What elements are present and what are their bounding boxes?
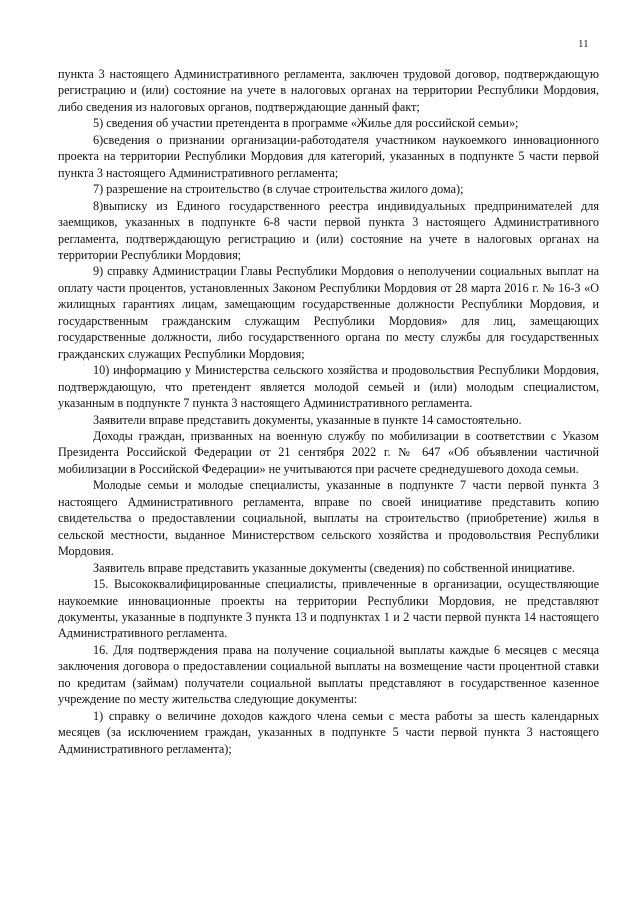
paragraph-item-6: 6)сведения о признании организации-работодателя участником наукоемкого инновационного проекта на территории Республики Мордовия для категорий, указанных в подпункте 5 части первой пункта 3 настоящего Административного регламента; [58,132,599,180]
document-body [58,66,599,757]
paragraph-item-9: 9) справку Администрации Главы Республики Мордовия о неполучении социальных выплат на оплату части процентов, установленных Законом Республики Мордовия от 28 марта 2016 г. № 16-З «О жилищных гарантиях лицам, замещающим государственные должности Республики Мордовия, и государственным гражданским служащим Республики Мордовия» для лиц, замещающих государственные должности, либо государственного органа по месту службы для государственных гражданских служащих Республики Мордовия; [58,264,599,361]
page-number: 11 [578,38,589,50]
paragraph-item-5: 5) сведения об участии претендента в программе «Жилье для российской семьи»; [93,116,519,131]
paragraph-item-8: 8)выписку из Единого государственного реестра индивидуальных предпринимателей для заемщиков, указанных в подпункте 6-8 части первой пункта 3 настоящего Административного регламента, подтверждающую регистрацию и (или) состояние на учете в налоговых органах на территории Республики Мордовия; [58,198,599,262]
paragraph-item-7: 7) разрешение на строительство (в случае строительства жилого дома); [93,182,464,197]
paragraph-young-families: Молодые семьи и молодые специалисты, указанные в подпункте 7 части первой пункта 3 настоящего Административного регламента, вправе по своей инициативе представить копию свидетельства о предоставлении социальной, выплаты на строительство (приобретение) жилья в сельской местности, выданное Министерством сельского хозяйства и продовольствия Республики Мордовия. [58,478,599,559]
paragraph-continuation: пункта 3 настоящего Административного регламента, заключен трудовой договор, подтверждающую регистрацию и (или) состояние на учете в налоговых органах на территории Республики Мордовия, либо сведения из налоговых органов, подтверждающие данный факт; [58,67,599,114]
paragraph-section-16: 16. Для подтверждения права на получение социальной выплаты каждые 6 месяцев с месяца заключения договора о предоставлении социальной выплаты на возмещение части процентной ставки по кредитам (займам) получатели социальной выплаты представляют в государственное казенное учреждение по месту жительства следующие документы: [58,642,599,707]
paragraph-section-16-item-1: 1) справку о величине доходов каждого члена семьи с места работы за шесть календарных месяцев (за исключением граждан, указанных в подпункте 5 части первой пункта 3 настоящего Административного регламента); [58,708,599,756]
paragraph-mobilization-income: Доходы граждан, призванных на военную службу по мобилизации в соответствии с Указом Президента Российской Федерации от 21 сентября 2022 г. № 647 «Об объявлении частичной мобилизации в Российской Федерации» не учитываются при расчете среднедушевого дохода семьи. [58,428,599,476]
paragraph-item-10: 10) информацию у Министерства сельского хозяйства и продовольствия Республики Мордовия, подтверждающую, что претендент является молодой семьей и (или) молодым специалистом, указанным в подпункте 7 пункта 3 настоящего Административного регламента. [58,363,599,411]
paragraph-applicants-right: Заявители вправе представить документы, указанные в пункте 14 самостоятельно. [93,412,522,427]
paragraph-applicant-initiative: Заявитель вправе представить указанные документы (сведения) по собственной инициативе. [93,560,575,575]
paragraph-section-15: 15. Высококвалифицированные специалисты, привлеченные в организации, осуществляющие наукоемкие инновационные проекты на территории Республики Мордовия, не представляют документы, указанные в подпункте 3 пункта 13 и подпунктах 1 и 2 части первой пункта 14 настоящего Административного регламента. [58,577,599,641]
